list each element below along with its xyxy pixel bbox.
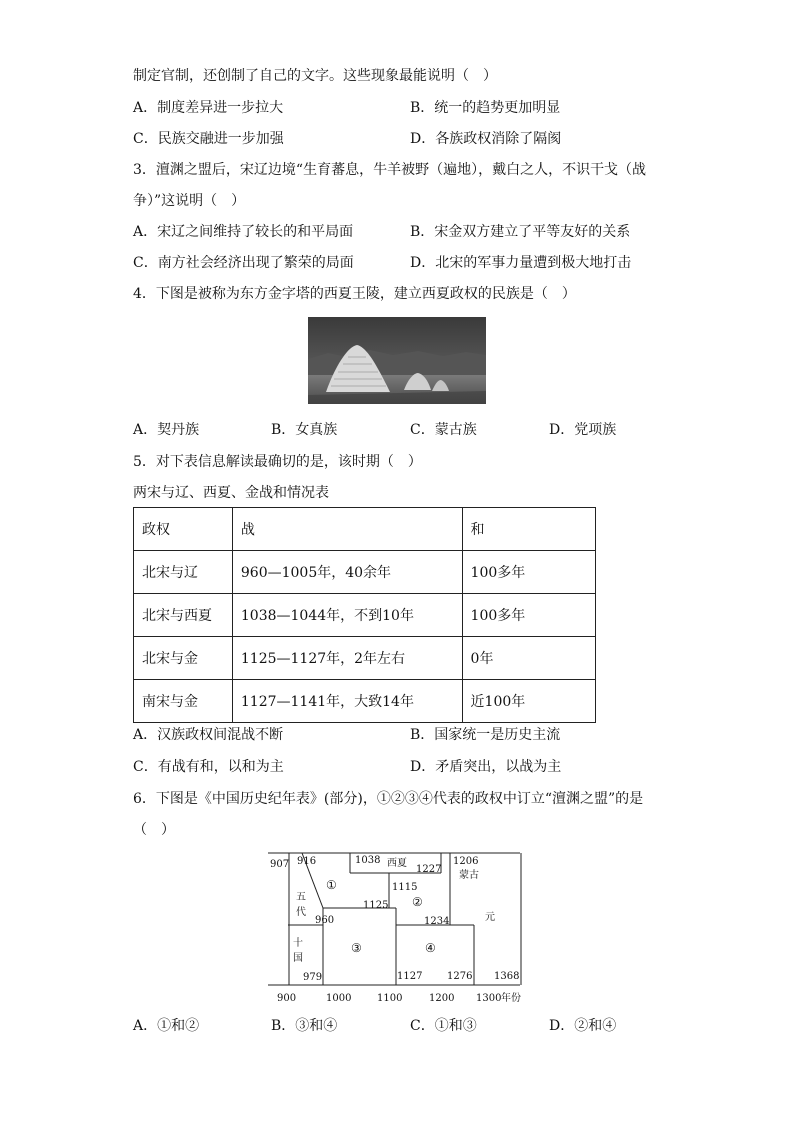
label-shi: 十: [293, 938, 303, 949]
label-guo: 国: [293, 953, 303, 964]
q3-option-d[interactable]: D．北宋的军事力量遭到极大地打击: [410, 255, 632, 271]
q5-table-title: 两宋与辽、西夏、金战和情况表: [133, 485, 329, 501]
q2-stem: 制定官制，还创制了自己的文字。这些现象最能说明（ ）: [133, 68, 497, 84]
q2-option-c[interactable]: C．民族交融进一步加强: [133, 131, 284, 147]
q5-option-d[interactable]: D．矛盾突出，以战为主: [410, 759, 562, 775]
q4-option-a[interactable]: A．契丹族: [133, 422, 200, 438]
q6-option-b[interactable]: B．③和④: [271, 1018, 338, 1034]
table-cell: 100多年: [462, 551, 595, 594]
label-circle-2: ②: [412, 895, 423, 909]
label-1276: 1276: [447, 971, 473, 982]
table-cell: 1038—1044年，不到10年: [232, 594, 462, 637]
q4-option-d[interactable]: D．党项族: [549, 422, 617, 438]
q3-stem-line1: 3．澶渊之盟后，宋辽边境“生育蕃息，牛羊被野（遍地），戴白之人，不识干戈（战: [133, 162, 647, 178]
q6-option-a[interactable]: A．①和②: [133, 1018, 200, 1034]
label-xixia: 西夏: [387, 858, 407, 869]
table-header-row: [134, 508, 596, 551]
war-peace-table: [133, 507, 596, 723]
q6-stem-line2: （ ）: [133, 822, 175, 838]
label-960: 960: [315, 915, 335, 926]
axis-unit: 年份: [501, 993, 521, 1004]
q6-option-c[interactable]: C．①和③: [410, 1018, 477, 1034]
chronology-chart: [266, 848, 534, 1008]
label-dai: 代: [296, 907, 306, 918]
table-row: [134, 637, 596, 680]
q2-option-a[interactable]: A．制度差异进一步拉大: [133, 100, 284, 116]
table-header: 和: [462, 508, 595, 551]
table-row: [134, 594, 596, 637]
table-row: [134, 551, 596, 594]
q5-option-c[interactable]: C．有战有和，以和为主: [133, 759, 284, 775]
label-1234: 1234: [424, 916, 450, 927]
q2-option-d[interactable]: D．各族政权消除了隔阂: [410, 131, 562, 147]
table-cell: 1127—1141年，大致14年: [232, 680, 462, 723]
label-1125: 1125: [363, 900, 389, 911]
axis-tick-1200: 1200: [429, 993, 455, 1004]
label-1038: 1038: [355, 855, 381, 866]
label-907: 907: [270, 859, 290, 870]
axis-tick-900: 900: [277, 993, 297, 1004]
table-cell: 近100年: [462, 680, 595, 723]
table-cell: 南宋与金: [134, 680, 233, 723]
q4-option-b[interactable]: B．女真族: [271, 422, 338, 438]
label-wu: 五: [296, 892, 306, 903]
q3-stem-line2: 争）”这说明（ ）: [133, 193, 246, 209]
table-cell: 1125—1127年，2年左右: [232, 637, 462, 680]
label-circle-3: ③: [351, 941, 362, 955]
label-circle-1: ①: [326, 878, 337, 892]
q4-option-c[interactable]: C．蒙古族: [410, 422, 477, 438]
table-cell: 北宋与金: [134, 637, 233, 680]
table-cell: 960—1005年，40余年: [232, 551, 462, 594]
label-circle-4: ④: [425, 941, 436, 955]
label-979: 979: [303, 972, 323, 983]
q6-stem-line1: 6．下图是《中国历史纪年表》(部分)，①②③④代表的政权中订立“澶渊之盟”的是: [133, 791, 644, 807]
table-cell: 0年: [462, 637, 595, 680]
q2-option-b[interactable]: B．统一的趋势更加明显: [410, 100, 561, 116]
label-1115: 1115: [392, 882, 418, 893]
q3-option-c[interactable]: C．南方社会经济出现了繁荣的局面: [133, 255, 354, 271]
table-cell: 100多年: [462, 594, 595, 637]
table-cell: 北宋与西夏: [134, 594, 233, 637]
label-menggu: 蒙古: [459, 870, 479, 881]
q5-option-a[interactable]: A．汉族政权间混战不断: [133, 727, 284, 743]
q6-option-d[interactable]: D．②和④: [549, 1018, 617, 1034]
q3-option-a[interactable]: A．宋辽之间维持了较长的和平局面: [133, 224, 354, 240]
table-header: 政权: [134, 508, 233, 551]
axis-tick-1100: 1100: [377, 993, 403, 1004]
label-916: 916: [297, 856, 317, 867]
label-1206: 1206: [453, 856, 479, 867]
table-cell: 北宋与辽: [134, 551, 233, 594]
q4-stem: 4．下图是被称为东方金字塔的西夏王陵，建立西夏政权的民族是（ ）: [133, 286, 576, 302]
axis-tick-1000: 1000: [326, 993, 352, 1004]
label-1368: 1368: [494, 971, 520, 982]
label-yuan: 元: [485, 912, 495, 923]
q5-stem: 5．对下表信息解读最确切的是，该时期（ ）: [133, 454, 422, 470]
label-1227: 1227: [416, 864, 442, 875]
label-1127: 1127: [397, 971, 423, 982]
q5-option-b[interactable]: B．国家统一是历史主流: [410, 727, 561, 743]
axis-tick-1300: 1300: [476, 993, 502, 1004]
table-header: 战: [232, 508, 462, 551]
table-row: [134, 680, 596, 723]
q3-option-b[interactable]: B．宋金双方建立了平等友好的关系: [410, 224, 631, 240]
xixia-tombs-photo: [308, 317, 486, 404]
